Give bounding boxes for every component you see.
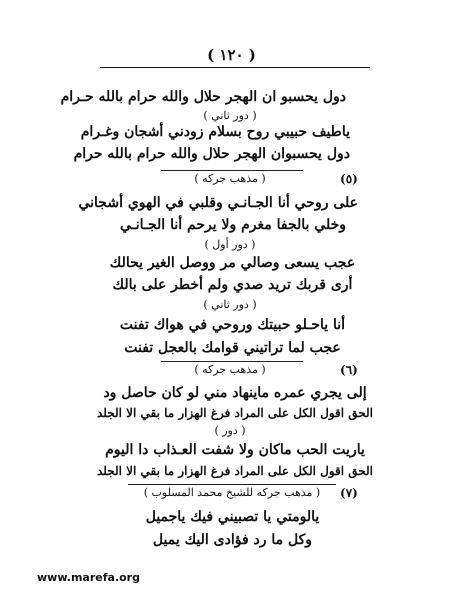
- section-divider: [128, 484, 336, 485]
- verse-line: دول يحسبوان الهجر حلال والله حرام بالله حرام: [73, 146, 350, 162]
- section-heading: ( دور ): [214, 424, 246, 437]
- section-number: (٦): [340, 363, 358, 377]
- verse-line: أنا ياحـلو حبيتك وروحي في هواك تفنت: [119, 317, 346, 333]
- section-divider: [161, 170, 303, 171]
- verse-line: ياطيف حبيبي روح بسلام زودني أشجان وغـرام: [80, 124, 350, 140]
- section-heading: ( مذهب جركه ): [194, 363, 266, 376]
- verse-line: يالومتي يا تصبيني فيك ياجميل: [145, 509, 320, 525]
- verse-line: دول يحسبو ان الهجر حلال والله حرام بالله حـرام: [60, 89, 346, 105]
- verse-line: إلى يجري عمره ماينهاد مني لو كان حاصل ود: [103, 385, 367, 401]
- section-number: (٧): [340, 486, 358, 500]
- section-number: (٥): [340, 172, 358, 186]
- verse-line: ياريت الحب ماكان ولا شفت العـذاب دا اليوم: [105, 442, 365, 458]
- verse-line: عجب لما تراتيني قوامك بالعجل تفنت: [124, 340, 341, 356]
- page-number: ( ١٢٠ ): [207, 46, 256, 64]
- verse-line: الحق اقول الكل على المراد فرغ الهزار ما بقي الا الجلد: [96, 464, 374, 478]
- verse-line: الحق اقول الكل على المراد فرغ الهزار ما بقي الا الجلد: [96, 406, 374, 420]
- section-heading: ( دور ثاني ): [203, 298, 257, 311]
- section-divider: [161, 361, 303, 362]
- section-heading: ( مذهب جركه ): [194, 172, 266, 185]
- section-heading: ( دور ثاني ): [203, 109, 257, 122]
- verse-line: على روحي أنا الجـانـي وقلبي في الهوي أشجاني: [78, 195, 358, 211]
- section-heading: ( دور أول ): [204, 238, 256, 251]
- header-rule: [100, 67, 370, 68]
- verse-line: وخلي بالجفا مغرم ولا يرحم أنا الجـانـي: [119, 217, 347, 233]
- verse-line: وكل ما رد فؤادى اليك يميل: [152, 532, 313, 548]
- section-heading: ( مذهب جركه للشيخ محمد المسلوب ): [143, 486, 321, 499]
- verse-line: أرى قربك تريد صدي ولم أخطر على بالك: [112, 277, 353, 293]
- footer-url: www.marefa.org: [37, 571, 140, 584]
- verse-line: عجب يسعى وصالي مر ووصل الغير يحالك: [109, 255, 356, 271]
